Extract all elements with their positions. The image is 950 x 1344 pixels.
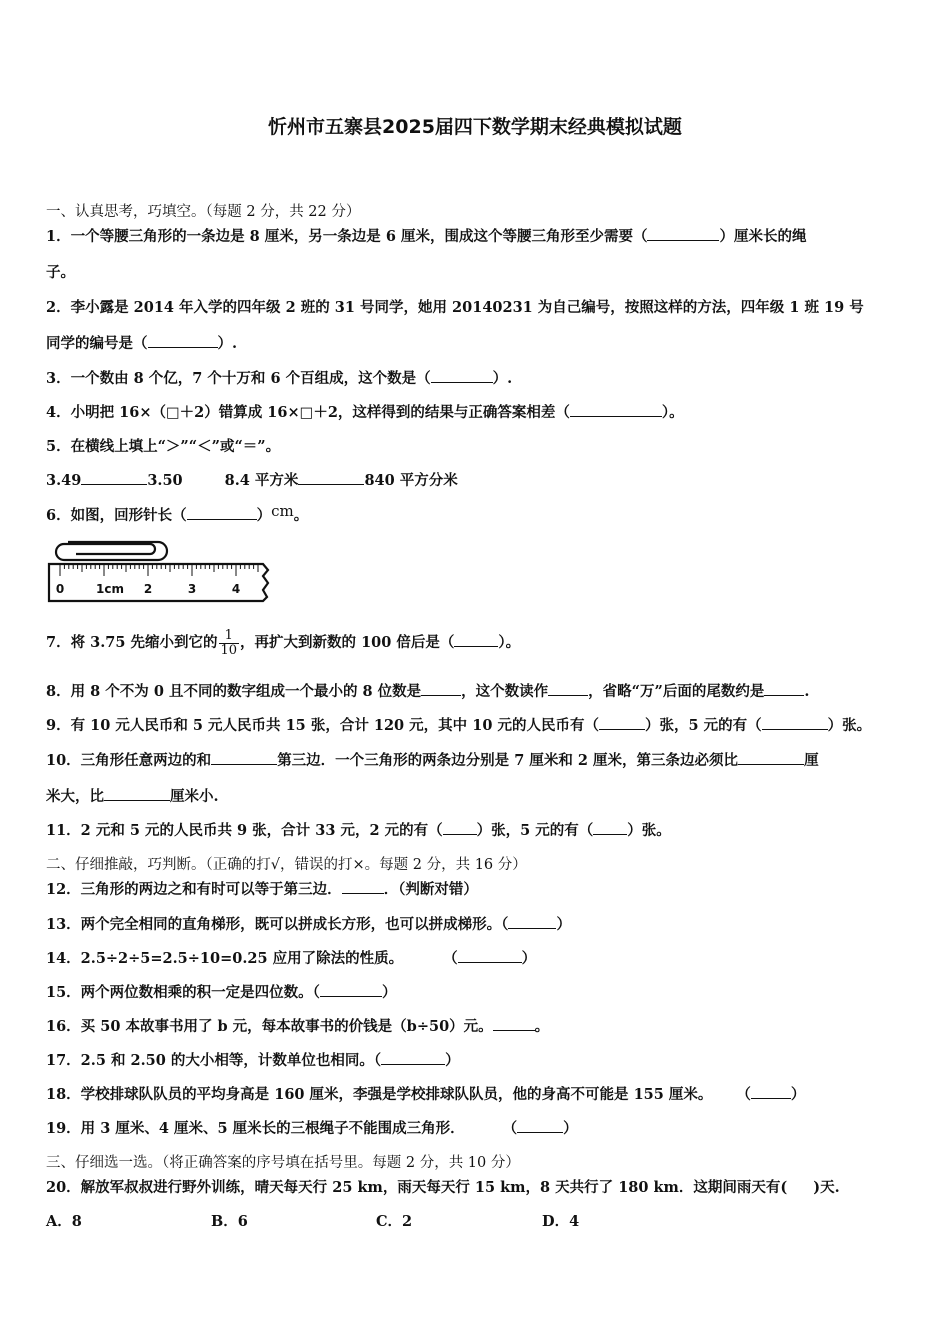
- q8-blank-2[interactable]: [548, 682, 588, 696]
- ruler-label-0: 0: [55, 582, 65, 596]
- q4-text: 4．小明把 16×（□＋2）错算成 16×□＋2，这样得到的结果与正确答案相差（: [46, 404, 570, 421]
- q5-blank-1[interactable]: [81, 471, 147, 485]
- q17-text-2: ）: [445, 1052, 460, 1069]
- q18-text-3: ）: [790, 1086, 806, 1103]
- q6-suffix: 。: [293, 507, 309, 524]
- q11-blank-1[interactable]: [443, 821, 477, 835]
- question-2: 2．李小露是 2014 年入学的四年级 2 班的 31 号同学，她用 20140231 为自己编号，按照这样的方法，四年级 1 班 19 号: [46, 299, 864, 316]
- q6-blank[interactable]: [187, 506, 257, 520]
- q4-blank[interactable]: [570, 403, 662, 417]
- question-1-cont: 子。: [46, 264, 75, 281]
- q20-text-2: )天.: [813, 1179, 840, 1196]
- q16-text: 16．买 50 本故事书用了 b 元，每本故事书的价钱是（b÷50）元。: [46, 1018, 493, 1035]
- question-6: [46, 502, 309, 526]
- ruler-label-3: 3: [187, 582, 197, 596]
- q3-text-2: ）.: [492, 370, 513, 387]
- q8-blank-3[interactable]: [764, 682, 804, 696]
- q11-text-2: ）张，5 元的有（: [476, 822, 594, 839]
- q9-text: 9．有 10 元人民币和 5 元人民币共 15 张，合计 120 元，其中 10 元的人民币有（: [46, 717, 599, 734]
- q9-text-3: ）张。: [827, 717, 872, 734]
- q7-fraction-denominator: 10: [220, 642, 238, 658]
- q18-blank[interactable]: [751, 1085, 791, 1099]
- question-18: [46, 1085, 805, 1105]
- q4-text-2: ）。: [661, 404, 684, 421]
- paperclip-ruler-figure: [46, 538, 274, 606]
- q8-text-4: .: [804, 683, 810, 700]
- q19-text-3: ）: [563, 1120, 578, 1137]
- q2-blank[interactable]: [148, 334, 218, 348]
- section-2-heading: 二、仔细推敲，巧判断。（正确的打√，错误的打×。每题 2 分，共 16 分）: [46, 857, 527, 873]
- q9-text-2: ）张，5 元的有（: [644, 717, 762, 734]
- q9-blank-1[interactable]: [599, 716, 645, 730]
- q17-text: 17．2.5 和 2.50 的大小相等，计数单位也相同。（: [46, 1052, 382, 1069]
- question-14: [46, 949, 536, 969]
- q10-text: 10．三角形任意两边的和: [46, 752, 212, 769]
- q16-text-2: 。: [534, 1018, 550, 1035]
- question-19: [46, 1119, 578, 1139]
- q11-text-3: ）张。: [627, 822, 671, 839]
- q7-fraction: [219, 629, 240, 658]
- q10-text-4: 米大，比: [46, 788, 104, 805]
- q20-option-a[interactable]: A．8: [46, 1213, 82, 1230]
- q5-value-4: 840 平方分米: [364, 472, 458, 489]
- ruler-label-1: 1cm: [96, 582, 124, 596]
- question-13: [46, 915, 571, 935]
- question-8: [46, 682, 809, 702]
- q19-text: 19．用 3 厘米、4 厘米、5 厘米长的三根绳子不能围成三角形．: [46, 1120, 465, 1137]
- q12-blank[interactable]: [342, 880, 384, 894]
- q20-option-b[interactable]: B．6: [211, 1213, 248, 1230]
- q5-blank-2[interactable]: [298, 471, 364, 485]
- ruler-label-4: 4: [231, 582, 241, 596]
- q13-blank[interactable]: [508, 915, 556, 929]
- question-3: [46, 369, 512, 389]
- q10-blank-1[interactable]: [211, 751, 277, 765]
- question-5-items: [46, 471, 458, 491]
- q7-text-3: ）。: [498, 634, 521, 651]
- question-10-cont: [46, 787, 219, 807]
- q16-blank[interactable]: [493, 1017, 535, 1031]
- page-title: 忻州市五寨县2025届四下数学期末经典模拟试题: [268, 116, 682, 138]
- question-15: [46, 983, 396, 1003]
- q7-blank[interactable]: [454, 633, 498, 647]
- q19-text-2: （: [502, 1120, 518, 1137]
- q8-text: 8．用 8 个不为 0 且不同的数字组成一个最小的 8 位数是: [46, 683, 422, 700]
- paperclip-icon: [56, 542, 167, 560]
- q3-blank[interactable]: [431, 369, 493, 383]
- question-11: [46, 821, 671, 841]
- q13-text: 13．两个完全相同的直角梯形，既可以拼成长方形，也可以拼成梯形。（: [46, 916, 509, 933]
- question-20: [46, 1178, 840, 1198]
- section-3-heading: 三、仔细选一选。（将正确答案的序号填在括号里。每题 2 分，共 10 分）: [46, 1155, 520, 1171]
- q10-text-5: 厘米小.: [170, 788, 219, 805]
- q20-text: 20．解放军叔叔进行野外训练，晴天每天行 25 km，雨天每天行 15 km，8 天共行了 180 km．这期间雨天有(: [46, 1179, 788, 1196]
- q18-text-2: （: [736, 1086, 751, 1103]
- q12-text: 12．三角形的两边之和有时可以等于第三边．: [46, 881, 342, 898]
- question-10: [46, 751, 819, 771]
- question-2-cont: [46, 334, 237, 354]
- question-16: [46, 1017, 549, 1037]
- q6-text: 6．如图，回形针长（: [46, 507, 187, 524]
- q20-option-c[interactable]: C．2: [376, 1213, 413, 1230]
- q7-text: 7．将 3.75 先缩小到它的: [46, 634, 218, 651]
- question-1: [46, 227, 806, 247]
- q5-value-2: 3.50: [147, 472, 183, 489]
- section-1-heading: 一、认真思考，巧填空。（每题 2 分，共 22 分）: [46, 204, 361, 220]
- q10-blank-3[interactable]: [104, 787, 170, 801]
- question-4: [46, 403, 684, 423]
- q3-text: 3．一个数由 8 个亿，7 个十万和 6 个百组成，这个数是（: [46, 370, 431, 387]
- q13-text-2: ）: [556, 916, 571, 933]
- q11-text: 11．2 元和 5 元的人民币共 9 张，合计 33 元，2 元的有（: [46, 822, 443, 839]
- q7-text-2: ，再扩大到新数的 100 倍后是（: [240, 634, 455, 651]
- q15-blank[interactable]: [320, 983, 382, 997]
- q10-text-3: 厘: [804, 752, 819, 769]
- q14-text-2: （: [443, 950, 458, 967]
- question-7: [46, 625, 520, 661]
- q1-text-2: ）厘米长的绳: [719, 228, 807, 245]
- q20-option-d[interactable]: D．4: [542, 1213, 580, 1230]
- q6-unit: cm: [271, 502, 294, 520]
- q11-blank-2[interactable]: [593, 821, 627, 835]
- q8-text-3: ，省略“万”后面的尾数约是: [588, 683, 765, 700]
- q6-text-2: ）: [256, 507, 272, 524]
- q14-text: 14．2.5÷2÷5=2.5÷10=0.25 应用了除法的性质。: [46, 950, 404, 967]
- q10-blank-2[interactable]: [738, 751, 804, 765]
- q10-text-2: 第三边．一个三角形的两条边分别是 7 厘米和 2 厘米，第三条边必须比: [277, 752, 739, 769]
- question-12: [46, 880, 478, 900]
- q14-blank[interactable]: [458, 949, 522, 963]
- ruler-label-2: 2: [143, 582, 153, 596]
- q18-text: 18．学校排球队队员的平均身高是 160 厘米，李强是学校排球队队员，他的身高不可能是 155 厘米。: [46, 1086, 713, 1103]
- q17-blank[interactable]: [381, 1051, 445, 1065]
- q8-blank-1[interactable]: [421, 682, 461, 696]
- question-5: 5．在横线上填上“＞”“＜”或“＝”。: [46, 438, 281, 455]
- question-9: [46, 716, 871, 736]
- question-17: [46, 1051, 460, 1071]
- q1-text: 1．一个等腰三角形的一条边是 8 厘米，另一条边是 6 厘米，围成这个等腰三角形至少需要（: [46, 228, 648, 245]
- q7-fraction-numerator: 1: [219, 629, 240, 644]
- q14-text-3: ）: [521, 950, 537, 967]
- q15-text-2: ）: [381, 984, 397, 1001]
- q2-text: 同学的编号是（: [46, 335, 148, 352]
- q1-blank[interactable]: [647, 227, 719, 241]
- q9-blank-2[interactable]: [762, 716, 828, 730]
- q5-value-3: 8.4 平方米: [224, 472, 299, 489]
- q19-blank[interactable]: [517, 1119, 563, 1133]
- q12-text-2: ．（判断对错）: [383, 881, 478, 898]
- q8-text-2: ，这个数读作: [461, 683, 549, 700]
- q5-value-1: 3.49: [46, 472, 82, 489]
- q2-text-2: ）.: [217, 335, 238, 352]
- question-20-options: [46, 1212, 646, 1232]
- q15-text: 15．两个两位数相乘的积一定是四位数。（: [46, 984, 320, 1001]
